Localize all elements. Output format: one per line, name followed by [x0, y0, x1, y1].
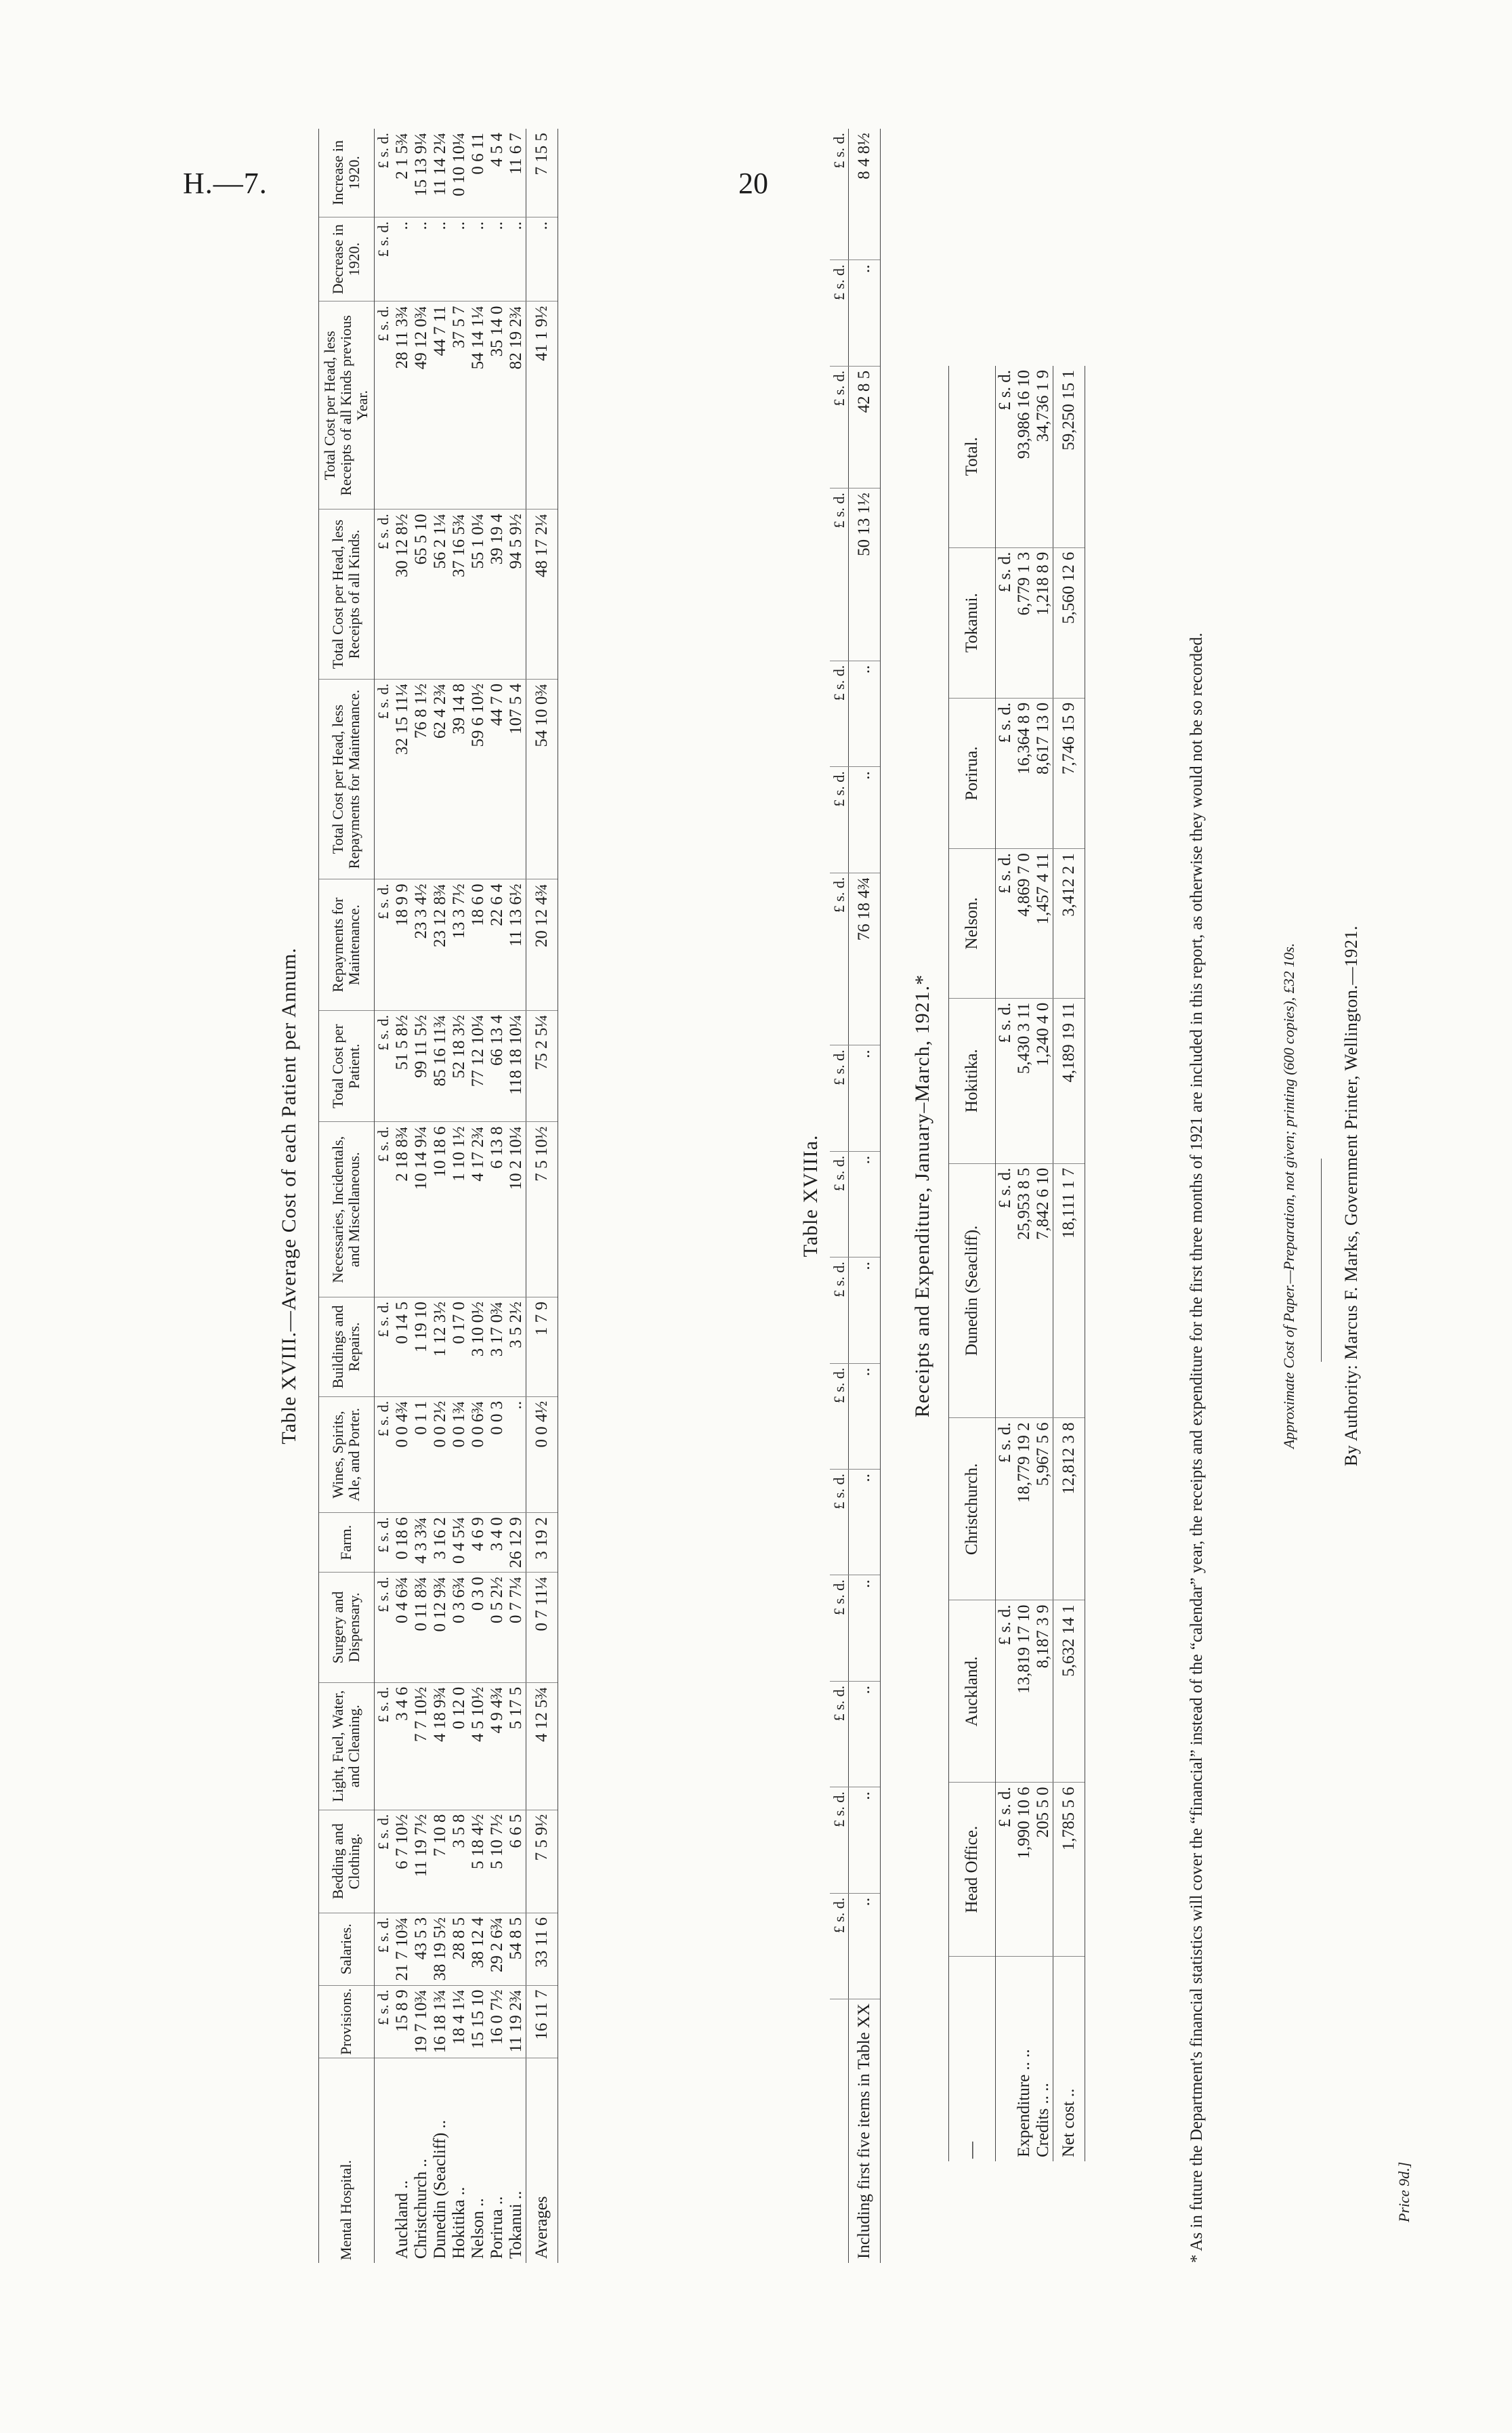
table-cell: ..: [849, 1681, 881, 1787]
table-cell: 56 2 1¼: [431, 510, 450, 679]
table-cell: 0 0 4½: [526, 1396, 558, 1512]
table-cell: 25,953 8 5: [1015, 1163, 1034, 1418]
unit-cell: £ s. d.: [830, 1045, 849, 1151]
table-row: [450, 129, 469, 2263]
units-row: [830, 129, 849, 2263]
table-cell: 75 2 5¼: [526, 1011, 558, 1122]
table-cell: 0 1 1: [412, 1396, 431, 1512]
table-cell: 1,990 10 6: [1015, 1783, 1034, 1957]
table-cell: 54 14 1¼: [469, 301, 488, 510]
table-cell: 38 12 4: [469, 1913, 488, 1985]
table-cell: 39 19 4: [488, 510, 507, 679]
table-cell: 7 15 5: [526, 129, 558, 217]
column-header: Wines, Spirits, Ale, and Porter.: [319, 1396, 375, 1512]
table-cell: 35 14 0: [488, 301, 507, 510]
column-header: Repayments for Maintenance.: [319, 879, 375, 1011]
table-cell: 0 0 4¾: [393, 1396, 412, 1512]
column-header: Total Cost per Head, less Receipts of all Kinds previous Year.: [319, 301, 375, 510]
column-header: —: [949, 1957, 996, 2162]
table-cell: 6 7 10½: [393, 1810, 412, 1913]
table-cell: 2 1 5¾: [393, 129, 412, 217]
authority-line: By Authority: Marcus F. Marks, Government Printer, Wellington.—1921.: [1341, 925, 1361, 1467]
table-cell: 99 11 5½: [412, 1011, 431, 1122]
receipts-title: Receipts and Expenditure, January–March, 1921.*: [911, 974, 933, 1418]
table-cell: 4 18 9¾: [431, 1682, 450, 1810]
table-cell: 1,785 5 6: [1053, 1783, 1085, 1957]
table-cell: 5 18 4½: [469, 1810, 488, 1913]
table-cell: 10 18 6: [431, 1122, 450, 1297]
row-label: Including first five items in Table XX: [849, 1999, 881, 2263]
hospital-name: Hokitika ..: [449, 2186, 468, 2259]
table18a-title: Table XVIIIa.: [799, 1134, 822, 1257]
unit-cell: [830, 1999, 849, 2263]
table-cell: ..: [849, 661, 881, 766]
table-cell: 0 4 6¾: [393, 1573, 412, 1683]
column-header: Light, Fuel, Water, and Cleaning.: [319, 1682, 375, 1810]
table-cell: 205 5 0: [1034, 1783, 1053, 1957]
table-cell: 94 5 9½: [507, 510, 526, 679]
table-cell: 1 12 3½: [431, 1297, 450, 1397]
table-cell: 6,779 1 3: [1015, 547, 1034, 698]
table-cell: ..: [849, 1787, 881, 1893]
hospital-name: Tokanui ..: [506, 2190, 525, 2259]
column-header: Salaries.: [319, 1913, 375, 1985]
unit-cell: £ s. d.: [830, 260, 849, 366]
table-cell: 76 18 4¾: [849, 873, 881, 1045]
table-cell: 107 5 4: [507, 679, 526, 879]
table-cell: 1,457 4 11: [1034, 849, 1053, 999]
table-cell: 3 5 2½: [507, 1297, 526, 1397]
table-cell: 18 4 1¼: [450, 1985, 469, 2058]
table-cell: ..: [849, 1470, 881, 1575]
table-cell: 54 8 5: [507, 1913, 526, 1985]
table-cell: 2 18 8¾: [393, 1122, 412, 1297]
approximate-cost-note: Approximate Cost of Paper.—Preparation, not given; printing (600 copies), £32 10s.: [1280, 942, 1297, 1449]
table-cell: 7 5 9½: [526, 1810, 558, 1913]
unit-cell: £ s. d.: [830, 661, 849, 766]
table-cell: 18 6 0: [469, 879, 488, 1011]
table-cell: 7,842 6 10: [1034, 1163, 1053, 1418]
table-cell: 6 6 5: [507, 1810, 526, 1913]
column-header: Provisions.: [319, 1985, 375, 2058]
averages-label: Averages: [526, 2058, 558, 2264]
table-cell: 5,632 14 1: [1053, 1600, 1085, 1783]
table-cell: 52 18 3½: [450, 1011, 469, 1122]
unit-cell: £ s. d.: [996, 998, 1015, 1163]
table-cell: 4 5 4: [488, 129, 507, 217]
hospital-name: Dunedin (Seacliff) ..: [430, 2119, 449, 2259]
hospital-name: Auckland ..: [392, 2180, 411, 2259]
table-cell: 37 5 7: [450, 301, 469, 510]
averages-row: [526, 129, 558, 2263]
column-header: Buildings and Repairs.: [319, 1297, 375, 1397]
table18-title: Table XVIII.—Average Cost of each Patient per Annum.: [278, 947, 300, 1444]
unit-cell: £ s. d.: [374, 1913, 393, 1985]
price-label: Price 9d.]: [1395, 2161, 1412, 2222]
unit-cell: £ s. d.: [996, 698, 1015, 848]
table-cell: 42 8 5: [849, 366, 881, 488]
table-cell: 16,364 8 9: [1015, 698, 1034, 848]
table-cell: 1 19 10: [412, 1297, 431, 1397]
unit-cell: £ s. d.: [374, 217, 393, 301]
column-header: Dunedin (Seacliff).: [949, 1163, 996, 1418]
table-cell: 4 9 4¾: [488, 1682, 507, 1810]
receipts-table: [948, 366, 1085, 2161]
table-row: [507, 129, 526, 2263]
table-cell: 16 18 1¾: [431, 1985, 450, 2058]
table-cell: 28 8 5: [450, 1913, 469, 1985]
table-cell: 30 12 8½: [393, 510, 412, 679]
column-header: Increase in 1920.: [319, 129, 375, 217]
table-cell: 15 13 9¼: [412, 129, 431, 217]
column-header: Tokanui.: [949, 547, 996, 698]
unit-cell: £ s. d.: [374, 1297, 393, 1397]
table-cell: ..: [849, 260, 881, 366]
column-header: Head Office.: [949, 1783, 996, 1957]
unit-cell: £ s. d.: [996, 1163, 1015, 1418]
column-header: Total Cost per Head, less Repayments for Maintenance.: [319, 679, 375, 879]
table-row: [1034, 366, 1053, 2161]
unit-cell: £ s. d.: [996, 1600, 1015, 1783]
table-cell: 77 12 10¼: [469, 1011, 488, 1122]
table-cell: 5 17 5: [507, 1682, 526, 1810]
table-cell: 0 12 9¾: [431, 1573, 450, 1683]
unit-cell: £ s. d.: [830, 1787, 849, 1893]
unit-cell: £ s. d.: [830, 1257, 849, 1363]
table-cell: 55 1 0¼: [469, 510, 488, 679]
table-cell: 19 7 10¾: [412, 1985, 431, 2058]
table-cell: 7,746 15 9: [1053, 698, 1085, 848]
table-cell: 5,560 12 6: [1053, 547, 1085, 698]
unit-cell: £ s. d.: [996, 1783, 1015, 1957]
table-cell: 76 8 1½: [412, 679, 431, 879]
unit-cell: £ s. d.: [374, 129, 393, 217]
unit-cell: £ s. d.: [374, 1810, 393, 1913]
table-cell: 49 12 0¾: [412, 301, 431, 510]
table-cell: ..: [393, 217, 412, 301]
table-cell: 1 7 9: [526, 1297, 558, 1397]
table-cell: 0 5 2½: [488, 1573, 507, 1683]
table-cell: 5,967 5 6: [1034, 1418, 1053, 1600]
table-cell: 4 12 5¾: [526, 1682, 558, 1810]
table-cell: 13 3 7½: [450, 879, 469, 1011]
table-cell: 0 7 11¼: [526, 1573, 558, 1683]
table-cell: ..: [488, 217, 507, 301]
unit-cell: £ s. d.: [374, 679, 393, 879]
unit-cell: £ s. d.: [996, 849, 1015, 999]
unit-cell: £ s. d.: [830, 1151, 849, 1257]
table-cell: ..: [526, 217, 558, 301]
units-row: [374, 129, 393, 2263]
table-cell: ..: [431, 217, 450, 301]
table-row: [1015, 366, 1034, 2161]
table-row: [431, 129, 450, 2263]
table-cell: 4 3 3¾: [412, 1513, 431, 1573]
column-header: Auckland.: [949, 1600, 996, 1783]
table-cell: ..: [412, 217, 431, 301]
unit-cell: £ s. d.: [830, 129, 849, 260]
table-cell: ..: [849, 1575, 881, 1681]
table-cell: ..: [849, 1893, 881, 1999]
table-cell: 93,986 16 10: [1015, 366, 1034, 547]
table-cell: 16 11 7: [526, 1985, 558, 2058]
table-cell: 62 4 2¾: [431, 679, 450, 879]
table-cell: 26 12 9: [507, 1513, 526, 1573]
table-row: [393, 129, 412, 2263]
table-cell: 82 19 2¾: [507, 301, 526, 510]
table-cell: 23 3 4½: [412, 879, 431, 1011]
table-cell: 0 17 0: [450, 1297, 469, 1397]
column-header: Nelson.: [949, 849, 996, 999]
table18: [318, 129, 558, 2263]
table-cell: 29 2 6¾: [488, 1913, 507, 1985]
table-cell: 1 10 1½: [450, 1122, 469, 1297]
hospital-name: Porirua ..: [487, 2196, 506, 2259]
table-cell: ..: [507, 1396, 526, 1512]
table-cell: 85 16 11¾: [431, 1011, 450, 1122]
table-cell: 0 11 8¾: [412, 1573, 431, 1683]
page-series-label: H.—7.: [183, 167, 268, 200]
page-number: 20: [738, 167, 768, 200]
table-cell: 15 15 10: [469, 1985, 488, 2058]
unit-cell: £ s. d.: [374, 1985, 393, 2058]
unit-cell: £ s. d.: [374, 301, 393, 510]
unit-cell: £ s. d.: [374, 1573, 393, 1683]
table-cell: 0 0 6¾: [469, 1396, 488, 1512]
table-cell: 0 0 2½: [431, 1396, 450, 1512]
table-cell: 44 7 0: [488, 679, 507, 879]
hospital-name: Christchurch ..: [411, 2159, 430, 2259]
table-cell: 0 4 5¼: [450, 1513, 469, 1573]
table-cell: 33 11 6: [526, 1913, 558, 1985]
table-cell: 39 14 8: [450, 679, 469, 879]
table18a: [830, 129, 881, 2263]
unit-cell: £ s. d.: [374, 879, 393, 1011]
unit-cell: £ s. d.: [830, 1575, 849, 1681]
table-cell: ..: [450, 217, 469, 301]
table-cell: 0 0 1¾: [450, 1396, 469, 1512]
table-cell: ..: [849, 767, 881, 873]
unit-cell: [996, 1957, 1015, 2162]
unit-cell: £ s. d.: [374, 1396, 393, 1512]
table-cell: 18 9 9: [393, 879, 412, 1011]
units-row: [996, 366, 1015, 2161]
table-cell: 3 17 0¾: [488, 1297, 507, 1397]
table-cell: 18,779 19 2: [1015, 1418, 1034, 1600]
table-cell: 32 15 11¼: [393, 679, 412, 879]
unit-cell: £ s. d.: [830, 488, 849, 661]
table-cell: 5 10 7½: [488, 1810, 507, 1913]
table-cell: 11 13 6½: [507, 879, 526, 1011]
table-cell: 15 8 9: [393, 1985, 412, 2058]
table-cell: 0 3 0: [469, 1573, 488, 1683]
table-cell: 0 18 6: [393, 1513, 412, 1573]
table-cell: 4 5 10½: [469, 1682, 488, 1810]
table-cell: 38 19 5½: [431, 1913, 450, 1985]
hospital-name: Nelson ..: [468, 2198, 487, 2259]
table-cell: 28 11 3¾: [393, 301, 412, 510]
column-header: Hokitika.: [949, 998, 996, 1163]
receipts-header-row: [949, 366, 996, 2161]
table-cell: ..: [849, 1151, 881, 1257]
table-cell: 10 2 10¼: [507, 1122, 526, 1297]
table-row: [469, 129, 488, 2263]
table-cell: 8 4 8½: [849, 129, 881, 260]
table-cell: 3,412 2 1: [1053, 849, 1085, 999]
table-cell: 7 7 10½: [412, 1682, 431, 1810]
table-cell: 8,187 3 9: [1034, 1600, 1053, 1783]
table-cell: 0 7 7¼: [507, 1573, 526, 1683]
table-cell: 7 10 8: [431, 1810, 450, 1913]
table-cell: 11 19 2¾: [507, 1985, 526, 2058]
table-cell: 3 10 0½: [469, 1297, 488, 1397]
table-row: [412, 129, 431, 2263]
table-cell: 0 6 11: [469, 129, 488, 217]
unit-cell: £ s. d.: [374, 1011, 393, 1122]
table-cell: ..: [469, 217, 488, 301]
table-cell: 66 13 4: [488, 1011, 507, 1122]
table-cell: 48 17 2¼: [526, 510, 558, 679]
table-cell: 10 14 9¼: [412, 1122, 431, 1297]
unit-cell: £ s. d.: [374, 1122, 393, 1297]
table-cell: 7 5 10½: [526, 1122, 558, 1297]
column-header: Farm.: [319, 1513, 375, 1573]
table-cell: 50 13 1½: [849, 488, 881, 661]
table-cell: 0 10 10¼: [450, 129, 469, 217]
table-cell: 18,111 1 7: [1053, 1163, 1085, 1418]
table-cell: 65 5 10: [412, 510, 431, 679]
table-cell: 16 0 7½: [488, 1985, 507, 2058]
net-cost-label: Net cost ..: [1053, 1957, 1085, 2162]
table-cell: 118 18 10¼: [507, 1011, 526, 1122]
footnote: * As in future the Department's financial statistics will cover the “financial” instead of the “calendar” year, the receipts and expenditure for the first three months of 1921 are included in this report, as otherwise they would not be so recorded.: [1188, 632, 1206, 2263]
table-cell: ..: [849, 1045, 881, 1151]
unit-cell: £ s. d.: [996, 547, 1015, 698]
table-cell: 4,189 19 11: [1053, 998, 1085, 1163]
table-cell: 20 12 4¾: [526, 879, 558, 1011]
table-cell: ..: [849, 1363, 881, 1469]
table-cell: 22 6 4: [488, 879, 507, 1011]
table-cell: 4 17 2¾: [469, 1122, 488, 1297]
unit-cell: £ s. d.: [830, 1893, 849, 1999]
unit-cell: £ s. d.: [830, 767, 849, 873]
table-cell: 54 10 0¾: [526, 679, 558, 879]
unit-cell: £ s. d.: [374, 510, 393, 679]
table-cell: 0 12 0: [450, 1682, 469, 1810]
table-cell: 13,819 17 10: [1015, 1600, 1034, 1783]
table-cell: 3 4 6: [393, 1682, 412, 1810]
table-cell: 23 12 8¾: [431, 879, 450, 1011]
table-cell: 37 16 5¾: [450, 510, 469, 679]
row-label: Expenditure .. ..: [1015, 2049, 1033, 2157]
table-cell: 59,250 15 1: [1053, 366, 1085, 547]
table-cell: 59 6 10½: [469, 679, 488, 879]
table-cell: 44 7 11: [431, 301, 450, 510]
table-cell: 6 13 8: [488, 1122, 507, 1297]
unit-cell: £ s. d.: [830, 366, 849, 488]
table-cell: 4 6 9: [469, 1513, 488, 1573]
column-header: Mental Hospital.: [319, 2058, 375, 2264]
column-header: Christchurch.: [949, 1418, 996, 1600]
table-cell: ..: [507, 217, 526, 301]
table-cell: 3 4 0: [488, 1513, 507, 1573]
row-label: Credits .. ..: [1034, 2083, 1052, 2157]
table-cell: 4,869 7 0: [1015, 849, 1034, 999]
table-cell: 3 19 2: [526, 1513, 558, 1573]
column-header: Total Cost per Head, less Receipts of all Kinds.: [319, 510, 375, 679]
table-cell: 51 5 8½: [393, 1011, 412, 1122]
table-cell: 34,736 1 9: [1034, 366, 1053, 547]
column-header: Decrease in 1920.: [319, 217, 375, 301]
table-cell: 41 1 9½: [526, 301, 558, 510]
table-cell: 1,218 8 9: [1034, 547, 1053, 698]
table-cell: 5,430 3 11: [1015, 998, 1034, 1163]
column-header: Total Cost per Patient.: [319, 1011, 375, 1122]
unit-cell: £ s. d.: [374, 1682, 393, 1810]
table-cell: 11 6 7: [507, 129, 526, 217]
column-header: Porirua.: [949, 698, 996, 848]
rotated-content: [278, 129, 1429, 2263]
net-cost-row: [1053, 366, 1085, 2161]
table-cell: 12,812 3 8: [1053, 1418, 1085, 1600]
table-cell: ..: [849, 1257, 881, 1363]
table-row: [849, 129, 881, 2263]
table-cell: 3 16 2: [431, 1513, 450, 1573]
table-row: [488, 129, 507, 2263]
column-header: Total.: [949, 366, 996, 547]
divider: [1321, 1159, 1322, 1362]
table-cell: 11 19 7½: [412, 1810, 431, 1913]
table-cell: 1,240 4 0: [1034, 998, 1053, 1163]
table-cell: 0 14 5: [393, 1297, 412, 1397]
unit-cell: £ s. d.: [830, 1470, 849, 1575]
unit-cell: £ s. d.: [996, 1418, 1015, 1600]
table-cell: 3 5 8: [450, 1810, 469, 1913]
unit-cell: £ s. d.: [996, 366, 1015, 547]
unit-cell: £ s. d.: [830, 1363, 849, 1469]
unit-cell: £ s. d.: [830, 1681, 849, 1787]
table-cell: 0 0 3: [488, 1396, 507, 1512]
table-cell: 8,617 13 0: [1034, 698, 1053, 848]
table18-header-row: [319, 129, 375, 2263]
table-cell: 43 5 3: [412, 1913, 431, 1985]
column-header: Necessaries, Incidentals, and Miscellaneous.: [319, 1122, 375, 1297]
table-cell: 21 7 10¾: [393, 1913, 412, 1985]
table-cell: 0 3 6¾: [450, 1573, 469, 1683]
table-cell: 11 14 2¼: [431, 129, 450, 217]
column-header: Surgery and Dispensary.: [319, 1573, 375, 1683]
column-header: Bedding and Clothing.: [319, 1810, 375, 1913]
unit-cell: [374, 2058, 393, 2264]
unit-cell: £ s. d.: [830, 873, 849, 1045]
unit-cell: £ s. d.: [374, 1513, 393, 1573]
